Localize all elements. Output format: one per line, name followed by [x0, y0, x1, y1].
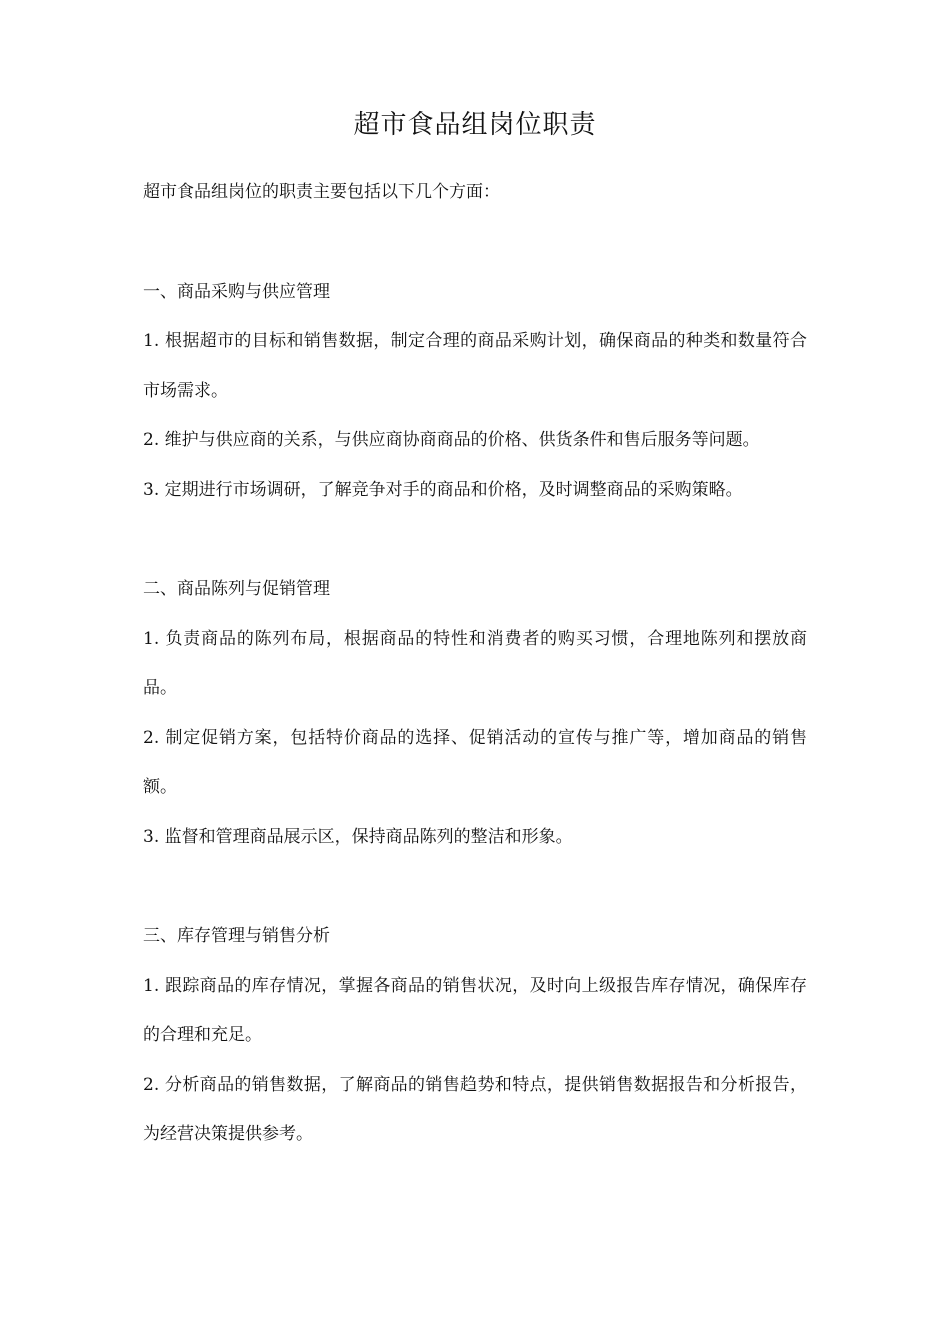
- section-procurement: [143, 268, 807, 516]
- list-item: 1. 跟踪商品的库存情况，掌握各商品的销售状况，及时向上级报告库存情况，确保库存的合理和充足。: [143, 975, 807, 1045]
- list-item: 2. 维护与供应商的关系，与供应商协商商品的价格、供货条件和售后服务等问题。: [143, 430, 760, 450]
- list-item: 1. 根据超市的目标和销售数据，制定合理的商品采购计划，确保商品的种类和数量符合市场需求。: [143, 331, 807, 401]
- list-item: 3. 监督和管理商品展示区，保持商品陈列的整洁和形象。: [143, 826, 573, 847]
- section-heading: 三、库存管理与销售分析: [143, 926, 330, 946]
- list-item: 1. 负责商品的陈列布局，根据商品的特性和消费者的购买习惯，合理地陈列和摆放商品。: [143, 628, 807, 698]
- list-item: 2. 分析商品的销售数据，了解商品的销售趋势和特点，提供销售数据报告和分析报告，为经营决策提供参考。: [143, 1074, 807, 1144]
- section-heading: 二、商品陈列与促销管理: [143, 579, 330, 599]
- list-item: 2. 制定促销方案，包括特价商品的选择、促销活动的宣传与推广等，增加商品的销售额。: [143, 727, 807, 797]
- intro-paragraph: 超市食品组岗位的职责主要包括以下几个方面：: [143, 182, 500, 202]
- document-body: [143, 168, 807, 1160]
- document-title: 超市食品组岗位职责: [353, 110, 597, 140]
- section-heading: 一、商品采购与供应管理: [143, 281, 330, 302]
- section-inventory-sales: [143, 912, 807, 1160]
- list-item: 3. 定期进行市场调研，了解竞争对手的商品和价格，及时调整商品的采购策略。: [143, 479, 743, 500]
- section-display-promotion: [143, 565, 807, 862]
